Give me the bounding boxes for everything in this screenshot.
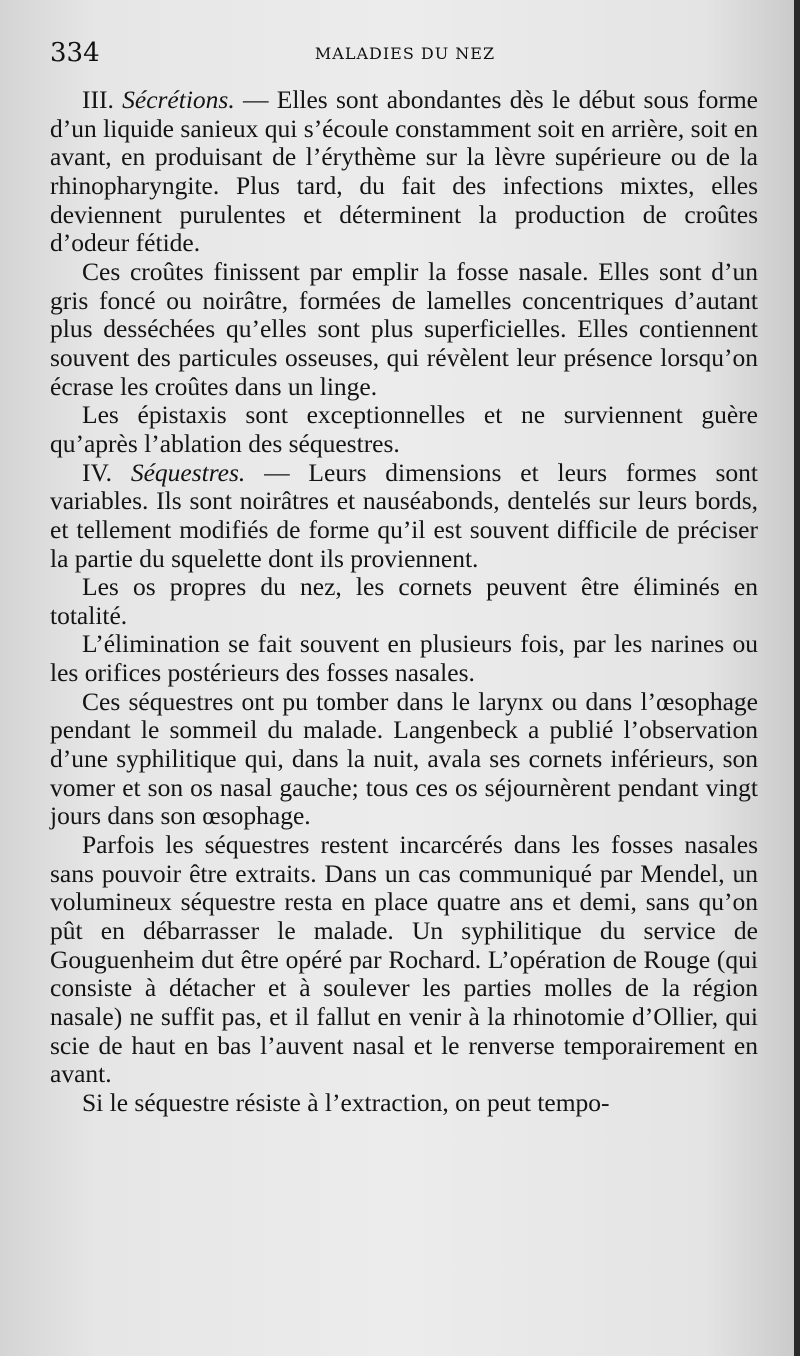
paragraph: Ces croûtes finissent par emplir la fosse nasale. Elles sont d’un gris foncé ou noirâtre, formées de lamelles concentriques d’autant plus desséchées qu’elles sont plus superficielles. Elles contiennent souvent des particules osseuses, qui révèlent leur présence lorsqu’on écrase les croûtes dans un linge.: [50, 256, 758, 401]
running-head: MALADIES DU NEZ: [314, 44, 496, 63]
section-numeral: III.: [82, 85, 114, 114]
paragraph-sequestres: [50, 459, 758, 574]
body-text: [50, 86, 758, 1118]
paragraph: Ces séquestres ont pu tomber dans le larynx ou dans l’œsophage pendant le sommeil du malade. Langenbeck a publié l’observation d’une syphilitique qui, dans la nuit, avala ses cornets inférieurs, son vomer et son os nasal gauche; tous ces os séjournèrent pendant vingt jours dans son œsophage.: [50, 686, 758, 831]
paragraph: Les os propres du nez, les cornets peuvent être éliminés en totalité.: [50, 572, 758, 630]
page-number: 334: [50, 38, 100, 68]
paragraph: Si le séquestre résiste à l’extraction, on peut tempo-: [82, 1087, 610, 1117]
paragraph-text: — Leurs dimensions et leurs formes sont variables. Ils sont noirâtres et nauséabonds, dentelés sur leurs bords, et tellement modifiés de forme qu’il est souvent difficile de préciser la partie du squelette dont ils proviennent.: [50, 457, 758, 573]
paragraph: Les épistaxis sont exceptionnelles et ne surviennent guère qu’après l’ablation des séquestres.: [50, 400, 758, 458]
paragraph: L’élimination se fait souvent en plusieurs fois, par les narines ou les orifices postérieurs des fosses nasales.: [50, 629, 758, 688]
section-heading: Séquestres.: [130, 457, 246, 487]
paragraph: Parfois les séquestres restent incarcérés dans les fosses nasales sans pouvoir être extraits. Dans un cas communiqué par Mendel, un volumineux séquestre resta en place quatre ans et demi, sans qu’on pût en débarrasser le malade. Un syphilitique du service de Gouguenheim dut être opéré par Rochard. L’opération de Rouge (qui consiste à détacher et à soulever les parties molles de la région nasale) ne suffit pas, et il fallut en venir à la rhinotomie d’Ollier, qui scie de haut en bas l’auvent nasal et le renverse temporairement en avant.: [50, 830, 758, 1089]
paragraph-text: — Elles sont abondantes dès le début sous forme d’un liquide sanieux qui s’écoule constamment soit en arrière, soit en avant, en produisant de l’érythème sur la lèvre supérieure ou de la rhinopharyngite. Plus tard, du fait des infections mixtes, elles deviennent purulentes et déterminent la production de croûtes d’odeur fétide.: [50, 85, 759, 258]
paragraph-secretions: [50, 86, 758, 258]
page-edge-shadow: [794, 0, 800, 1356]
section-numeral: IV.: [82, 457, 112, 487]
page-header: [50, 36, 760, 76]
section-heading: Sécrétions.: [122, 85, 235, 114]
